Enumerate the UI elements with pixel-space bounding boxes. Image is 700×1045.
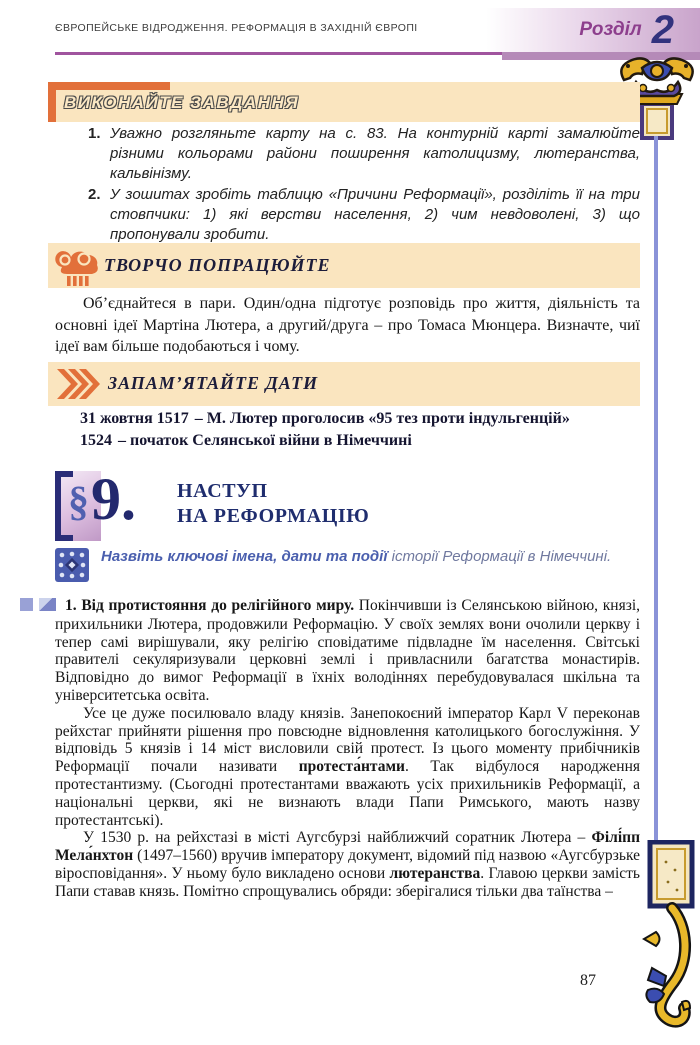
prompt-text-bold: Назвіть ключові імена, дати та події (101, 548, 388, 565)
section-title (177, 479, 369, 529)
date-event: – початок Селянської війни в Німеччині (118, 432, 412, 449)
square-marker-gradient-icon (39, 598, 56, 611)
chapter-label: Розділ (579, 19, 642, 40)
body-paragraph: 1. Від протистояння до релігійного миру. Покінчивши із Селянською війною, князі, прихильники Лютера, продовжили Реформацію. У своїх землях вони очолили церкву і тепер самі вирішували, яку релігію сповідатиме підвладне їм населення. Світські правителі секуляризували церковні землі і привласнили багатства монастирів. Відповідно до вимог Реформації в їхніх володіннях перебудовувалася шкільна та університетська освіта. (55, 597, 640, 705)
margin-rule-line (654, 136, 658, 842)
list-item-text: У зошитах зробіть таблицю «Причини Реформації», розділіть її на три стовпчики: 1) які верстви населення, 2) чим невдоволені, 3) що пропонували зробити. (110, 186, 640, 243)
body-paragraph: Усе це дуже посилювало владу князів. Занепокоєний імператор Карл V переконав рейхстаг прийняти рішення про повсюдне відновлення католицького богослужіння. У відповідь 5 князів і 14 міст висловили свій протест. Із цього моменту прибічників Реформації почали називати протеста́нтами. Так відбулося народження протестантизму. (Сьогодні протестантами вважають усіх прихильників Реформації, а національні церкви, які не визнають влади Папи Римського, мають назву протестантські). (55, 704, 640, 829)
running-title: ЄВРОПЕЙСЬКЕ ВІДРОДЖЕННЯ. РЕФОРМАЦІЯ В ЗАХІДНІЙ ЄВРОПІ (55, 22, 418, 34)
ornament-knot-icon (55, 548, 89, 587)
date-value: 1524 (80, 432, 112, 449)
dates-title: ЗАПАМ’ЯТАЙТЕ ДАТИ (108, 373, 319, 393)
section-title-line2: НА РЕФОРМАЦІЮ (177, 505, 370, 527)
list-item (88, 124, 640, 184)
section-banner-creative (48, 243, 640, 288)
list-item-number: 1. (88, 125, 101, 142)
section-banner-dates (48, 362, 640, 406)
list-item (88, 185, 640, 245)
date-entry (80, 430, 640, 452)
scroll-icon (54, 245, 102, 292)
prompt-block (55, 546, 640, 567)
prompt-text (101, 546, 640, 567)
triple-chevron-icon (57, 369, 101, 404)
orange-bar-top (48, 82, 170, 90)
list-item-text: Уважно розгляньте карту на с. 83. На контурній карті замалюйте різними кольорами райони поширення католицизму, лютеранства, кальвінізму. (110, 125, 640, 182)
tasks-list (88, 124, 640, 246)
paragraph-marker-squares (20, 598, 56, 616)
section-banner-tasks (48, 82, 640, 122)
date-entry (80, 408, 640, 430)
chapter-number: 2 (651, 8, 674, 52)
bracket-left-bar (55, 471, 61, 541)
list-item-number: 2. (88, 186, 101, 203)
chapter-banner (486, 8, 700, 52)
prompt-text-rest: історії Реформації в Німеччині. (387, 548, 612, 565)
section-mark: § (68, 479, 89, 525)
creative-title: ТВОРЧО ПОПРАЦЮЙТЕ (104, 255, 331, 275)
creative-paragraph: Об’єднайтеся в пари. Один/одна підготує розповідь про життя, діяльність та основні ідеї Мартіна Лютера, а другий/друга – про Томаса Мюнцера. Визначте, чиї ідеї вам більше подобаються і чому. (55, 295, 640, 355)
date-value: 31 жовтня 1517 (80, 410, 189, 427)
orange-bar-left (48, 82, 56, 122)
gold-curl-ornament-icon (642, 840, 700, 1042)
page-number: 87 (580, 972, 596, 989)
paragraph-heading (55, 468, 615, 548)
square-marker-icon (20, 598, 33, 611)
body-paragraph: У 1530 р. на рейхстазі в місті Аугсбурзі найближчий соратник Лютера – Філі́пп Мела́нхтон (1497–1560) вручив імператору документ, відомий під назвою «Аугсбурзьке віросповідання». У ньому було викладено основи лютеранства. Главою церкви замість Папи ставав князь. Помітно спрощувались обряди: зберігалися тільки два таїнства – (55, 829, 640, 900)
body-text (55, 597, 640, 901)
section-number: 9. (91, 466, 136, 532)
bracket-bottom-bar (55, 535, 73, 541)
tasks-title: ВИКОНАЙТЕ ЗАВДАННЯ (64, 93, 300, 112)
dates-block (80, 408, 640, 452)
date-event: – М. Лютер проголосив «95 тез проти індульгенцій» (194, 410, 570, 427)
section-title-line1: НАСТУП (177, 480, 268, 502)
